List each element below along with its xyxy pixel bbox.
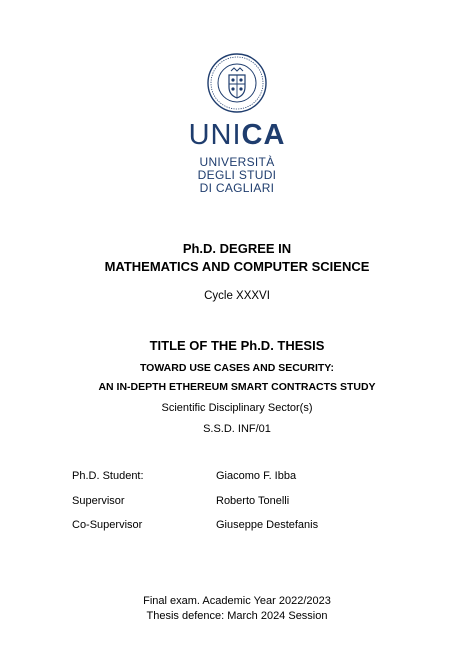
- degree-line-1: Ph.D. DEGREE IN: [182, 241, 292, 256]
- role-label: Ph.D. Student:: [72, 470, 144, 482]
- degree-line-2: MATHEMATICS AND COMPUTER SCIENCE: [104, 259, 370, 274]
- university-seal-icon: [207, 53, 267, 113]
- university-name-line: UNIVERSITÀ: [199, 155, 275, 169]
- role-label: Supervisor: [72, 495, 125, 507]
- university-name: [0, 156, 474, 195]
- final-exam-line: Final exam. Academic Year 2022/2023: [143, 595, 331, 607]
- university-brand-logo: [0, 120, 474, 150]
- person-name: Giacomo F. Ibba: [216, 470, 297, 482]
- final-exam-info: [0, 594, 474, 624]
- person-name: Roberto Tonelli: [216, 495, 290, 507]
- degree-heading: [0, 240, 474, 276]
- cycle-label: Cycle XXXVI: [204, 290, 270, 302]
- thesis-title-line-1: TOWARD USE CASES AND SECURITY:: [139, 362, 335, 374]
- brand-light-text: UNI: [188, 119, 242, 151]
- defence-line: Thesis defence: March 2024 Session: [146, 610, 328, 622]
- sector-code: S.S.D. INF/01: [203, 423, 271, 435]
- role-label: Co-Supervisor: [72, 519, 143, 531]
- sector-label: Scientific Disciplinary Sector(s): [161, 402, 313, 414]
- university-name-line: DI CAGLIARI: [199, 181, 275, 195]
- person-name: Giuseppe Destefanis: [216, 519, 319, 531]
- thesis-heading: TITLE OF THE Ph.D. THESIS: [149, 338, 325, 353]
- brand-bold-text: CA: [241, 119, 286, 151]
- thesis-title-line-2: AN IN-DEPTH ETHEREUM SMART CONTRACTS STUDY: [98, 381, 376, 393]
- university-name-line: DEGLI STUDI: [197, 168, 277, 182]
